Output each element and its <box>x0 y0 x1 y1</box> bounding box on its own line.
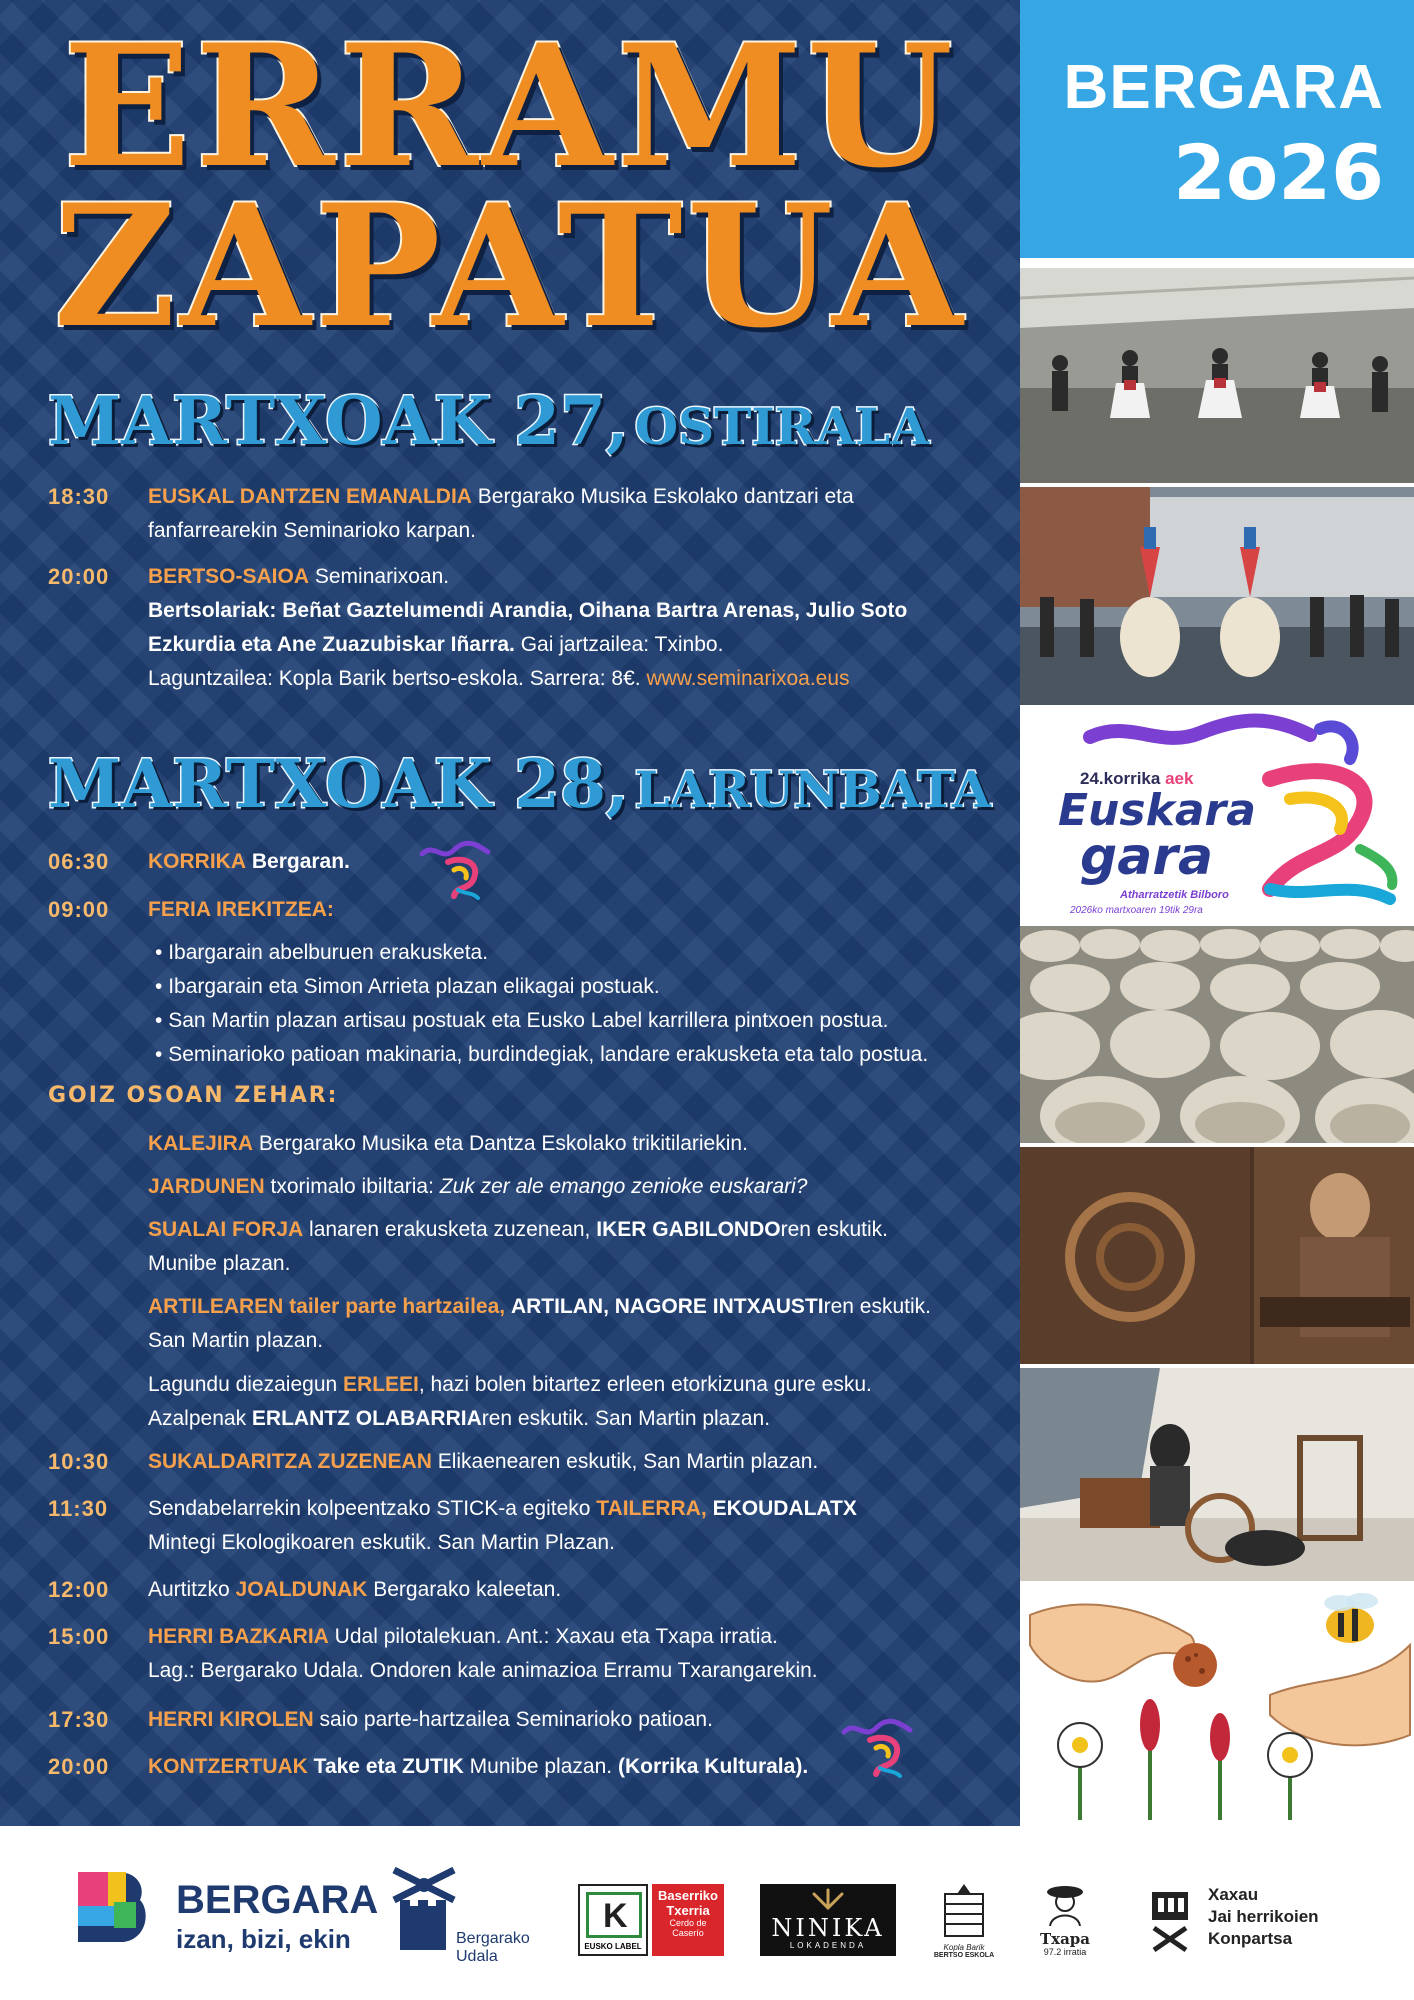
sponsor-footer <box>0 1826 1414 2000</box>
event-row <box>48 1445 988 1479</box>
korrika-edition-text: 24.korrika <box>1080 769 1161 788</box>
event-time: 06:30 <box>48 849 110 874</box>
list-item: • Seminarioko patioan makinaria, burdindegiak, landare erakusketa eta talo postua. <box>155 1038 1015 1072</box>
event-name: FERIA IREKITZEA: <box>148 898 334 921</box>
performers-1: Bertsolariak: Beñat Gaztelumendi Arandia, Oihana Bartra Arenas, Julio Soto <box>148 599 908 622</box>
photo-forge <box>1020 1147 1414 1364</box>
event-time: 12:00 <box>48 1577 110 1602</box>
baserriko-line3: Cerdo de <box>669 1918 707 1928</box>
event-person: IKER GABILONDO <box>596 1218 781 1241</box>
event-row <box>48 1620 988 1688</box>
seminarixoa-link[interactable]: www.seminarixoa.eus <box>646 667 850 690</box>
city-name: BERGARA <box>1063 53 1384 122</box>
event-time: 17:30 <box>48 1707 110 1732</box>
kopla-text: Kopla Barik <box>943 1943 985 1952</box>
event-desc: Bergarako Musika eta Dantza Eskolako trikitilariekin. <box>258 1132 748 1155</box>
day2-heading <box>48 745 991 823</box>
artilearen-item <box>148 1290 1008 1358</box>
title-line-2: ZAPATUA <box>53 167 967 365</box>
event-desc: Seminarixoan. <box>314 565 450 588</box>
event-time: 18:30 <box>48 484 110 509</box>
baserriko-line1: Baserriko <box>658 1888 718 1903</box>
event-time: 15:00 <box>48 1624 110 1649</box>
photo-wool-workshop <box>1020 1368 1414 1581</box>
day1-heading <box>48 382 929 460</box>
xaxau-line2: Jai herrikoien <box>1208 1907 1319 1926</box>
event-place: San Martin plazan. <box>148 1329 324 1352</box>
event-question: Zuk zer ale emango zenioke euskarari? <box>439 1175 808 1198</box>
photo-joaldunak <box>1020 487 1414 705</box>
event-desc: , hazi bolen bitartez erleen etorkizuna gure esku. <box>418 1373 872 1396</box>
txapa-figure-icon <box>1040 1882 1090 1926</box>
day1-weekday: OSTIRALA <box>634 397 930 456</box>
event-tail: (Korrika Kulturala). <box>617 1755 809 1778</box>
ninika-logo <box>760 1884 896 1956</box>
jardunen-item <box>148 1170 1008 1204</box>
event-desc: Bergarako Musika Eskolako dantzari eta <box>477 485 854 508</box>
event-name: KALEJIRA <box>148 1132 254 1155</box>
bergara-logo-slogan: izan, bizi, ekin <box>176 1924 351 1954</box>
txapa-irratia-logo <box>1030 1882 1100 1962</box>
event-name: BERTSO-SAIOA <box>148 565 310 588</box>
event-desc: Bergaran. <box>251 850 350 873</box>
korrika-dates: 2026ko martxoaren 19tik 29ra <box>1070 905 1203 916</box>
event-row <box>48 845 988 879</box>
city-year-box <box>1020 0 1414 258</box>
event-person: ERLANTZ OLABARRIA <box>251 1407 482 1430</box>
baserriko-line4: Caserío <box>672 1928 704 1938</box>
day2-date: MARTXOAK 28, <box>48 745 629 823</box>
kalejira-item <box>148 1127 1008 1161</box>
baserriko-line2: Txerria <box>666 1903 710 1918</box>
bergara-logo-name: BERGARA <box>176 1878 379 1922</box>
korrika-line2: gara <box>1080 827 1214 887</box>
event-time: 09:00 <box>48 897 110 922</box>
event-tail: ren eskutik. San Martin plazan. <box>481 1407 771 1430</box>
event-name: SUALAI FORJA <box>148 1218 304 1241</box>
baserriko-txerria-logo <box>652 1884 724 1956</box>
event-bands: Take eta ZUTIK <box>313 1755 464 1778</box>
event-desc: Elikaenearen eskutik, San Martin plazan. <box>437 1450 819 1473</box>
bergara-logo-icon <box>78 1872 148 1958</box>
erleei-item <box>148 1368 1008 1436</box>
kopla-barik-logo <box>932 1884 996 1960</box>
event-desc: Bergarako kaleetan. <box>373 1578 562 1601</box>
event-time: 20:00 <box>48 564 110 589</box>
illustration-seed-balls <box>1020 1585 1414 1826</box>
event-pre-2: Azalpenak <box>148 1407 247 1430</box>
all-morning-label: GOIZ OSOAN ZEHAR: <box>48 1083 339 1108</box>
event-row <box>48 1573 988 1607</box>
list-item: • Ibargarain eta Simon Arrieta plazan elikagai postuak. <box>155 970 1015 1004</box>
event-name: EUSKAL DANTZEN EMANALDIA <box>148 485 472 508</box>
list-item: • San Martin plazan artisau postuak eta Eusko Label karrillera pintxoen postua. <box>155 1004 1015 1038</box>
photo-sheep <box>1020 926 1414 1143</box>
event-row <box>48 480 988 548</box>
event-desc-2: Lag.: Bergarako Udala. Ondoren kale animazioa Erramu Txarangarekin. <box>148 1659 818 1682</box>
korrika-icon <box>840 1718 920 1782</box>
event-name: ERLEEI <box>343 1373 419 1396</box>
eusko-label-k-icon: K <box>586 1892 642 1938</box>
sualai-item <box>148 1213 1008 1281</box>
udala-crest-icon <box>384 1864 464 1954</box>
event-desc: Udal pilotalekuan. Ant.: Xaxau eta Txapa irratia. <box>334 1625 778 1648</box>
udala-line2: Udala <box>456 1948 498 1965</box>
eusko-label-logo <box>578 1884 648 1956</box>
event-name: KONTZERTUAK <box>148 1755 308 1778</box>
event-pre: Sendabelarrekin kolpeentzako STICK-a egiteko <box>148 1497 591 1520</box>
event-pre: Aurtitzko <box>148 1578 230 1601</box>
ninika-sub: LOKADENDA <box>789 1941 867 1950</box>
list-item: • Ibargarain abelburuen erakusketa. <box>155 936 1015 970</box>
event-desc: txorimalo ibiltaria: <box>270 1175 434 1198</box>
event-pre: Lagundu diezaiegun <box>148 1373 338 1396</box>
event-row <box>48 560 988 696</box>
event-org: EKOUDALATX <box>712 1497 857 1520</box>
kopla-sub: BERTSO ESKOLA <box>933 1952 995 1959</box>
event-name: JARDUNEN <box>148 1175 265 1198</box>
topic-setter: Gai jartzailea: Txinbo. <box>520 633 724 656</box>
ninika-text: NINIKA <box>771 1914 885 1942</box>
event-desc-2: fanfarrearekin Seminarioko karpan. <box>148 519 477 542</box>
txapa-text: Txapa <box>1039 1930 1091 1948</box>
txapa-sub: 97.2 irratia <box>1043 1947 1087 1957</box>
udala-line1: Bergarako <box>456 1930 530 1947</box>
performers-2: Ezkurdia eta Ane Zuazubiskar Iñarra. <box>148 633 515 656</box>
day2-weekday: LARUNBATA <box>634 760 991 819</box>
event-name: KORRIKA <box>148 850 246 873</box>
event-name: SUKALDARITZA ZUZENEAN <box>148 1450 432 1473</box>
event-desc: Munibe plazan. <box>469 1755 613 1778</box>
ninika-flower-icon <box>808 1888 848 1910</box>
event-time: 20:00 <box>48 1754 110 1779</box>
event-tail: ren eskutik. <box>780 1218 888 1241</box>
event-desc: Mintegi Ekologikoaren eskutik. San Martin Plazan. <box>148 1531 615 1554</box>
event-name: ARTILEAREN tailer parte hartzailea, <box>148 1295 506 1318</box>
kopla-barik-icon <box>939 1884 989 1938</box>
udala-text <box>456 1930 530 1966</box>
eusko-label-text: EUSKO LABEL <box>584 1942 642 1951</box>
xaxau-line1: Xaxau <box>1208 1885 1259 1904</box>
event-row <box>48 893 988 927</box>
event-time: 10:30 <box>48 1449 110 1474</box>
event-name: HERRI KIROLEN <box>148 1708 314 1731</box>
photo-column <box>1020 0 1414 1826</box>
xaxau-icon <box>1148 1888 1192 1954</box>
event-name: HERRI BAZKARIA <box>148 1625 329 1648</box>
xaxau-line3: Konpartsa <box>1208 1929 1293 1948</box>
event-desc: lanaren erakusketa zuzenean, <box>309 1218 591 1241</box>
event-place: Munibe plazan. <box>148 1252 291 1275</box>
event-time: 11:30 <box>48 1496 109 1521</box>
korrika-line1: Euskara <box>1058 785 1256 836</box>
event-name: TAILERRA, <box>596 1497 707 1520</box>
event-person: ARTILAN, NAGORE INTXAUSTI <box>510 1295 824 1318</box>
korrika-poster <box>1020 709 1414 922</box>
sponsor-text: Laguntzailea: Kopla Barik bertso-eskola. Sarrera: 8€. <box>148 667 641 690</box>
korrika-route: Atharratzetik Bilboro <box>1120 889 1229 901</box>
feria-list <box>155 936 1015 1072</box>
event-tail: ren eskutik. <box>823 1295 931 1318</box>
korrika-org: aek <box>1165 769 1194 788</box>
title-line-1: ERRAMU <box>62 7 958 205</box>
event-year: 2o26 <box>1173 128 1384 217</box>
event-row <box>48 1492 988 1560</box>
photo-dancers <box>1020 268 1414 483</box>
event-desc: saio parte-hartzailea Seminarioko patioan. <box>319 1708 713 1731</box>
event-name: JOALDUNAK <box>235 1578 368 1601</box>
xaxau-text <box>1208 1884 1319 1950</box>
day1-date: MARTXOAK 27, <box>48 382 629 460</box>
